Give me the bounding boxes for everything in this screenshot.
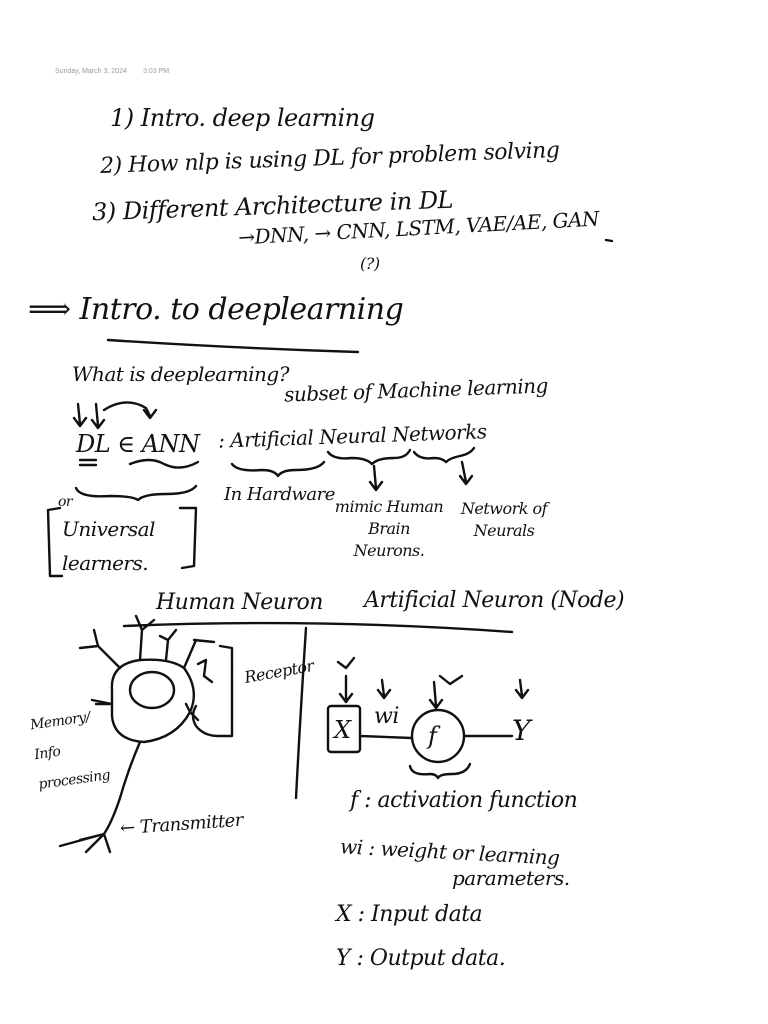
bracket-right [180, 508, 196, 568]
agenda-item-3: 3) Different Architecture in DL [91, 185, 454, 227]
neuron-divider [124, 623, 512, 632]
dl-in-ann: DL ∈ ANN [76, 430, 200, 458]
arrow-neural [370, 466, 382, 490]
dl-arrows [74, 402, 156, 428]
mimic-brain: mimic Human Brain Neurons. [334, 497, 444, 560]
activation-brace [410, 764, 470, 778]
in-hardware: In Hardware [224, 484, 335, 505]
node-activation: f [428, 722, 437, 750]
input-box [328, 706, 360, 752]
vertical-divider [296, 628, 306, 798]
def-activation: f : activation function [350, 788, 578, 813]
transmitter-label: ← Transmitter [119, 809, 244, 840]
arrow-networks [460, 462, 472, 484]
section-title: ⟹ Intro. to deeplearning [28, 292, 404, 327]
def-weight: wi : weight or learning [339, 834, 561, 870]
agenda-item-1: 1) Intro. deep learning [110, 104, 375, 132]
human-neuron-heading: Human Neuron [156, 590, 323, 615]
def-input: X : Input data [336, 902, 483, 927]
node-weight: wi [374, 704, 399, 729]
ann-expansion: : Artificial Neural Networks [217, 419, 487, 453]
brace-dl [76, 486, 196, 500]
input-arrows [340, 676, 528, 708]
artificial-neuron-heading: Artificial Neuron (Node) [364, 588, 625, 613]
brace-artificial [232, 462, 324, 476]
agenda-item-3-note: (?) [360, 254, 380, 273]
or-mark: or [58, 494, 73, 510]
title-underline [108, 340, 358, 352]
agenda-item-3-architectures: →DNN, → CNN, LSTM, VAE/AE, GAN [237, 206, 600, 250]
node-x: X [334, 716, 351, 744]
neuron-nucleus [130, 672, 174, 708]
axon [60, 742, 140, 852]
universal-learners: Universal learners. [62, 517, 155, 575]
def-output: Y : Output data. [336, 946, 506, 971]
brace-neural [328, 450, 410, 464]
tick-mark [606, 240, 612, 241]
ann-squiggle [130, 460, 198, 468]
link-x-f [360, 736, 412, 738]
question-text: What is deeplearning? [72, 362, 289, 386]
def-weight-cont: parameters. [452, 866, 570, 890]
agenda-item-2: 2) How nlp is using DL for problem solving [99, 137, 560, 180]
activation-circle [412, 710, 464, 762]
memory-label: Memory/ Info processing [29, 709, 112, 793]
check-marks [338, 658, 462, 684]
receptor-label: Receptor [242, 656, 316, 687]
brace-networks [414, 448, 474, 462]
node-output: Y [512, 714, 530, 747]
note-time: 3:03 PM [143, 68, 170, 75]
bracket-left [48, 508, 62, 576]
subset-note: subset of Machine learning [283, 373, 549, 407]
network-of-neurals: Network of Neurals [460, 499, 548, 540]
dl-underline [80, 460, 96, 465]
note-date: Sunday, March 3, 2024 [55, 68, 127, 75]
